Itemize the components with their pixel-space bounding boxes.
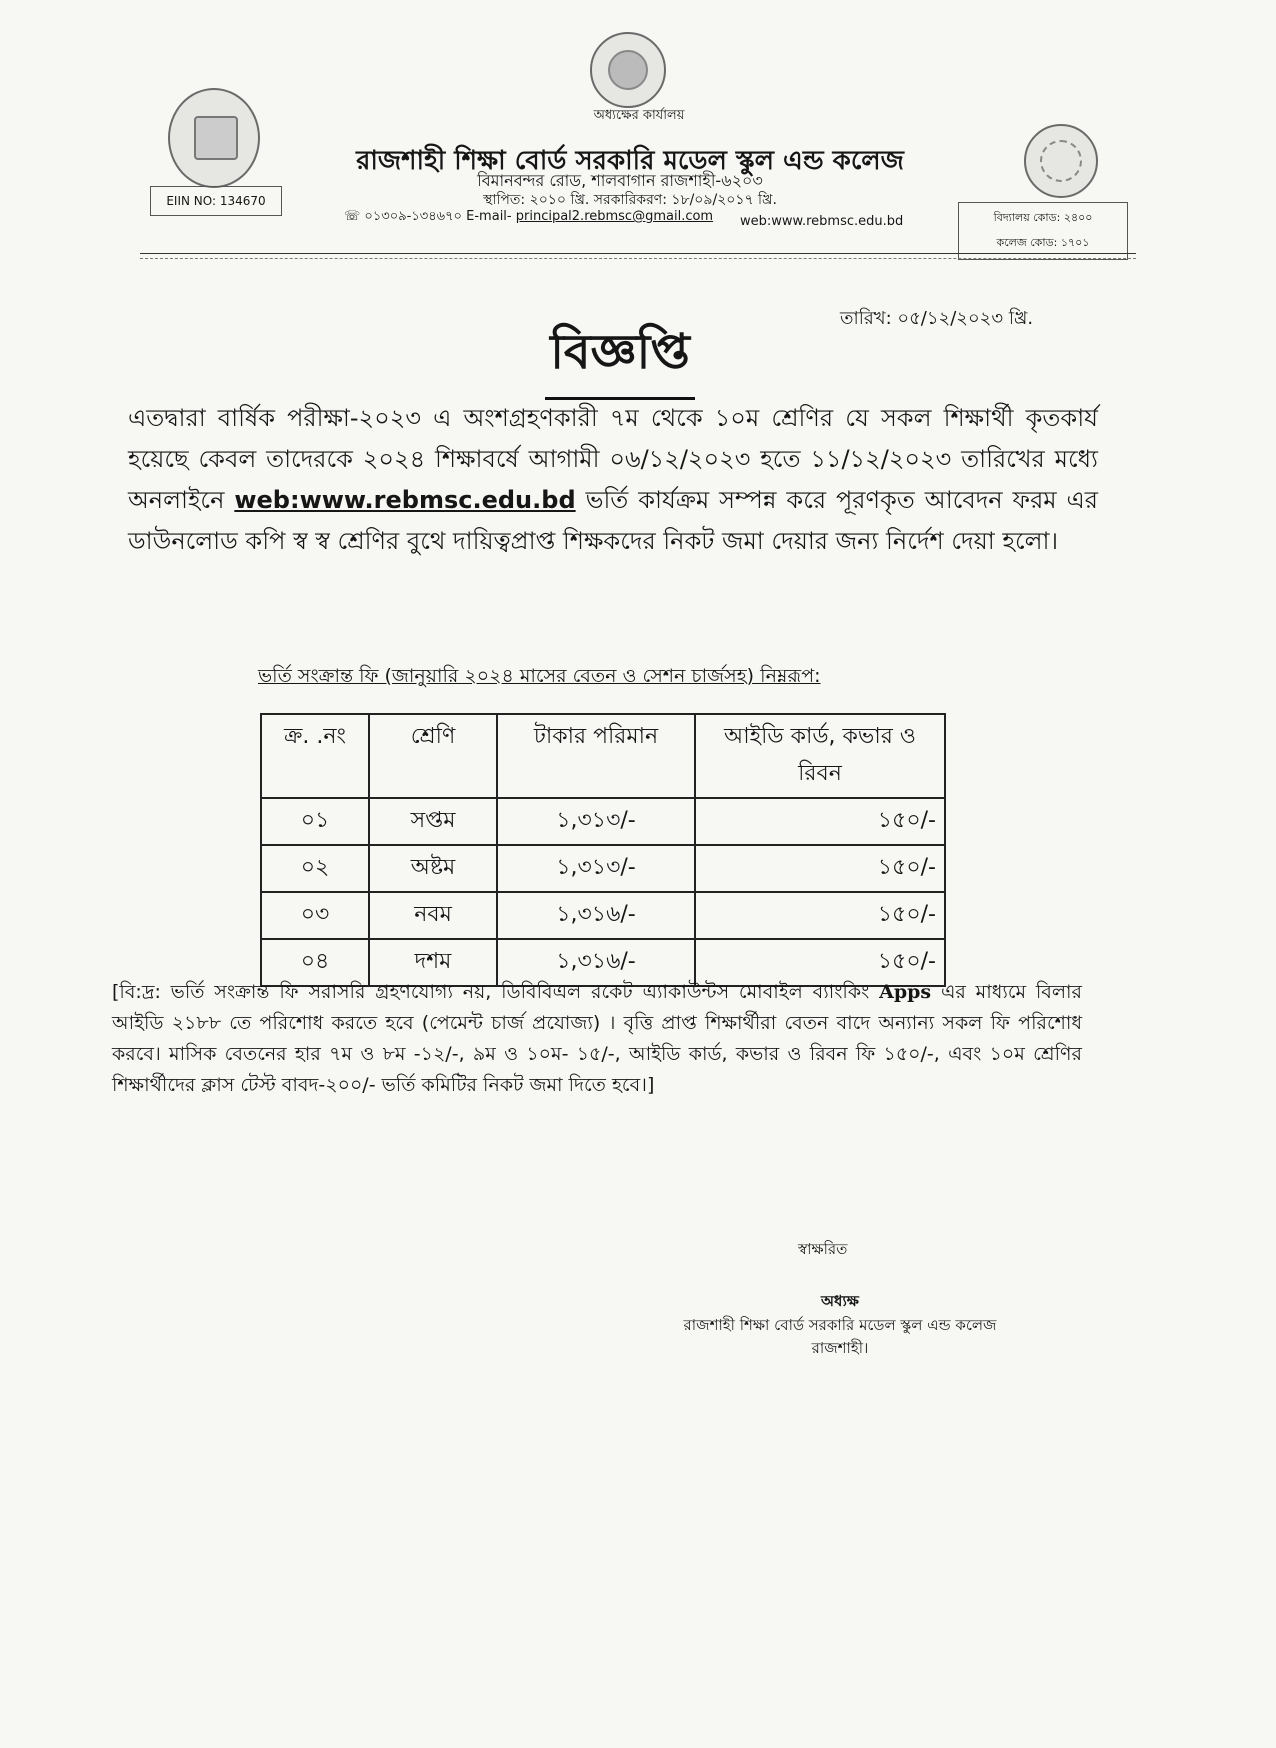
school-code: বিদ্যালয় কোড: ২৪০০ bbox=[993, 211, 1093, 224]
notice-title: বিজ্ঞপ্তি bbox=[545, 316, 695, 400]
phone-icon: ☏ bbox=[344, 209, 361, 224]
payment-note-apps: Apps bbox=[879, 981, 932, 1003]
table-row bbox=[261, 798, 945, 845]
table-row bbox=[261, 892, 945, 939]
column-header-id-card: আইডি কার্ড, কভার ও রিবন bbox=[695, 714, 945, 798]
table-row bbox=[261, 845, 945, 892]
phone-number: ০১৩০৯-১৩৪৬৭০ bbox=[364, 209, 463, 224]
cell-amount: ১,৩১৩/- bbox=[497, 845, 695, 892]
column-header-amount: টাকার পরিমান bbox=[497, 714, 695, 798]
eiin-box: EIIN NO: 134670 bbox=[150, 186, 282, 216]
school-address: বিমানবন্দর রোড, শালবাগান রাজশাহী-৬২০৩ bbox=[477, 171, 763, 190]
fee-table-heading: ভর্তি সংক্রান্ত ফি (জানুয়ারি ২০২৪ মাসের বেতন ও সেশন চার্জসহ) নিম্নরূপ: bbox=[258, 665, 821, 687]
notice-date: তারিখ: ০৫/১২/২০২৩ খ্রি. bbox=[840, 308, 1034, 329]
column-header-class: শ্রেণি bbox=[369, 714, 497, 798]
college-logo-icon bbox=[1024, 124, 1098, 198]
established-info: স্থাপিত: ২০১০ খ্রি. সরকারিকরণ: ১৮/০৯/২০১৭ খ্রি. bbox=[483, 192, 777, 208]
payment-note-text-2: এর মাধ্যমে বিলার আইডি ২১৮৮ তে পরিশোধ করতে হবে (পেমেন্ট চার্জ প্রযোজ্য) । বৃত্তি প্রাপ্ত শিক্ষার্থীরা বেতন বাদে অন্যান্য সকল ফি পরিশোধ করবে। মাসিক বেতনের হার ৭ম ও ৮ম -১২/-, ৯ম ও ১০ম- ১৫/-, আইডি কার্ড, কভার ও রিবন ফি ১৫০/-, এবং ১০ম শ্রেণির শিক্ষার্থীদের ক্লাস টেস্ট বাবদ-২০০/- ভর্তি কমিটির নিকট জমা দিতে হবে।] bbox=[112, 981, 1082, 1096]
cell-serial: ০৩ bbox=[261, 892, 369, 939]
signatory-school: রাজশাহী শিক্ষা বোর্ড সরকারি মডেল স্কুল এন্ড কলেজ bbox=[683, 1316, 997, 1334]
cell-class: নবম bbox=[369, 892, 497, 939]
school-name: রাজশাহী শিক্ষা বোর্ড সরকারি মডেল স্কুল এন্ড কলেজ bbox=[356, 146, 904, 176]
cell-serial: ০১ bbox=[261, 798, 369, 845]
cell-class: সপ্তম bbox=[369, 798, 497, 845]
cell-serial: ০২ bbox=[261, 845, 369, 892]
cell-id-card-fee: ১৫০/- bbox=[695, 939, 945, 986]
cell-amount: ১,৩১৬/- bbox=[497, 939, 695, 986]
email-label: E-mail- bbox=[466, 209, 512, 224]
cell-id-card-fee: ১৫০/- bbox=[695, 845, 945, 892]
admission-website-link[interactable]: web:www.rebmsc.edu.bd bbox=[234, 486, 576, 514]
email-link[interactable]: principal2.rebmsc@gmail.com bbox=[515, 209, 714, 224]
notice-body-text-1: এতদ্বারা বার্ষিক পরীক্ষা-২০২৩ এ অংশগ্রহণকারী ৭ম থেকে ১০ম শ্রেণির যে সকল শিক্ষার্থী কৃতকার্য হয়েছে কেবল তাদেরকে ২০২৪ শিক্ষাবর্ষে আগামী ০৬/১২/২০২৩ হতে ১১/১২/২০২৩ তারিখের মধ্যে অনলাইনে bbox=[128, 404, 1098, 514]
government-seal-icon bbox=[590, 32, 666, 108]
cell-amount: ১,৩১৩/- bbox=[497, 798, 695, 845]
institution-codes-box bbox=[958, 202, 1128, 260]
column-header-serial: ক্র. .নং bbox=[261, 714, 369, 798]
payment-note bbox=[112, 977, 1082, 1101]
college-code: কলেজ কোড: ১৭০১ bbox=[996, 236, 1090, 249]
cell-id-card-fee: ১৫০/- bbox=[695, 892, 945, 939]
notice-body-text-2: ভর্তি কার্যক্রম সম্পন্ন করে পূরণকৃত আবেদন ফরম এর ডাউনলোড কপি স্ব স্ব শ্রেণির বুথে দায়িত্বপ্রাপ্ত শিক্ষকদের নিকট জমা দেয়ার জন্য নির্দেশ দেয়া হলো। bbox=[128, 486, 1099, 555]
notice-body bbox=[128, 398, 1098, 562]
header-divider bbox=[140, 253, 1136, 254]
cell-class: অষ্টম bbox=[369, 845, 497, 892]
header-divider-dashed bbox=[140, 258, 1136, 259]
cell-amount: ১,৩১৬/- bbox=[497, 892, 695, 939]
fee-table-header-row bbox=[261, 714, 945, 798]
contact-line bbox=[344, 207, 713, 228]
payment-note-text-1: [বি:দ্র: ভর্তি সংক্রান্ত ফি সরাসরি গ্রহণযোগ্য নয়, ডিবিবিএল রকেট এ্যাকাউন্টস মোবাইল ব্যাংকিং bbox=[112, 981, 870, 1003]
website-link[interactable]: web:www.rebmsc.edu.bd bbox=[740, 214, 904, 229]
office-label: অধ্যক্ষের কার্যালয় bbox=[593, 108, 685, 123]
signatory-city: রাজশাহী। bbox=[811, 1339, 869, 1357]
signatory-title: অধ্যক্ষ bbox=[821, 1292, 859, 1310]
cell-serial: ০৪ bbox=[261, 939, 369, 986]
cell-id-card-fee: ১৫০/- bbox=[695, 798, 945, 845]
school-logo-icon bbox=[168, 88, 260, 188]
fee-table bbox=[260, 713, 946, 987]
signature-mark: স্বাক্ষরিত bbox=[798, 1240, 848, 1258]
cell-class: দশম bbox=[369, 939, 497, 986]
